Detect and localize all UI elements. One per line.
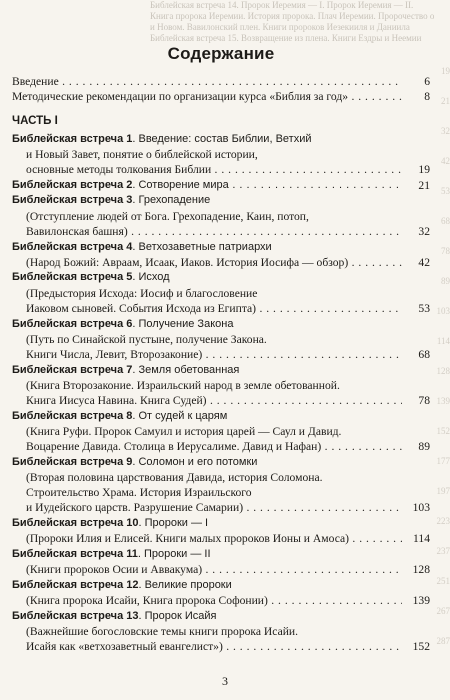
toc-entry-meeting-10[interactable] bbox=[12, 516, 430, 546]
meeting-description-line: Строительство Храма. История Израильского bbox=[26, 486, 252, 500]
entry-page: 6 bbox=[402, 74, 430, 89]
meeting-title: . Грехопадение bbox=[132, 194, 211, 207]
entry-page: 42 bbox=[402, 255, 430, 270]
meeting-label: Библейская встреча 1 bbox=[12, 132, 133, 145]
part-heading: ЧАСТЬ I bbox=[12, 115, 58, 128]
toc-entry-meeting-12[interactable] bbox=[12, 578, 430, 608]
toc-entry-meeting-13[interactable] bbox=[12, 609, 430, 655]
meeting-description-line: (Книги пророков Осии и Аввакума) . . . bbox=[12, 562, 430, 577]
toc-entry-meeting-11[interactable] bbox=[12, 547, 430, 577]
meeting-label: Библейская встреча 12 bbox=[12, 579, 139, 591]
meeting-title: . Получение Закона bbox=[132, 317, 234, 330]
meeting-heading bbox=[12, 270, 430, 285]
meeting-description-line: Книга Иисуса Навина. Книга Судей) . . . bbox=[12, 393, 430, 408]
meeting-label: Библейская встреча 9 bbox=[12, 455, 133, 468]
meeting-label: Библейская встреча 5 bbox=[12, 271, 133, 284]
meeting-description-line: (Книга Второзаконие. Израильский народ в земле обетованной. bbox=[26, 378, 340, 392]
entry-page: 103 bbox=[402, 500, 430, 515]
toc-page bbox=[12, 44, 430, 655]
toc-entry-meeting-4[interactable] bbox=[12, 240, 430, 270]
meeting-label: Библейская встреча 4 bbox=[12, 240, 133, 253]
meeting-title: . От судей к царям bbox=[132, 409, 228, 422]
meeting-heading bbox=[12, 409, 430, 424]
toc-entry-intro[interactable] bbox=[12, 74, 430, 89]
meeting-heading bbox=[12, 178, 430, 193]
meeting-label: Библейская встреча 7 bbox=[12, 363, 133, 376]
meeting-heading bbox=[12, 193, 430, 208]
meeting-title: . Пророки — I bbox=[138, 517, 209, 530]
entry-page: 152 bbox=[402, 639, 430, 654]
meeting-label: Библейская встреча 3 bbox=[12, 194, 133, 207]
meeting-description-line: (Предыстория Исхода: Иосиф и благословение bbox=[26, 286, 258, 300]
meeting-description-line: и Иудейского царств. Разрушение Самарии) . . . bbox=[12, 500, 430, 515]
meeting-heading bbox=[12, 317, 430, 332]
meeting-label: Библейская встреча 13 bbox=[12, 609, 139, 622]
meeting-heading bbox=[12, 609, 430, 624]
meeting-description-line: Исайя как «ветхозаветный евангелист») . . . bbox=[12, 639, 430, 654]
meeting-heading bbox=[12, 516, 430, 531]
meeting-description-line: (Книга Руфи. Пророк Самуил и история царей — Саул и Давид. bbox=[26, 424, 342, 438]
meeting-title: . Исход bbox=[132, 271, 170, 284]
entry-page: 32 bbox=[402, 224, 430, 239]
meeting-heading bbox=[12, 547, 430, 562]
toc-entry-meeting-5[interactable] bbox=[12, 270, 430, 316]
meeting-description-line: основные методы толкования Библии . . . bbox=[12, 162, 430, 177]
meetings-list bbox=[12, 132, 430, 655]
meeting-description-line: (Важнейшие богословские темы книги пророка Исайи. bbox=[26, 625, 299, 639]
meeting-description-line: и Новый Завет, понятие о библейской истории, bbox=[26, 147, 258, 161]
meeting-description-line: (Пророки Илия и Елисей. Книги малых пророков Ионы и Амоса) . . . bbox=[12, 531, 430, 546]
entry-page: 89 bbox=[402, 439, 430, 454]
toc-entry-meeting-9[interactable] bbox=[12, 455, 430, 516]
meeting-title: . Пророк Исайя bbox=[138, 609, 217, 622]
meeting-label: Библейская встреча 10 bbox=[12, 517, 139, 530]
entry-page: 128 bbox=[402, 562, 430, 577]
toc-entries bbox=[12, 74, 430, 655]
toc-entry-meeting-7[interactable] bbox=[12, 363, 430, 409]
toc-entry-methods[interactable] bbox=[12, 89, 430, 104]
meeting-heading bbox=[12, 578, 430, 593]
show-through-text: Библейская встреча 14. Пророк Иеремия — I. Пророк Иеремия — II. Книга пророка Иеремии. История пророка. Плач Иеремии. Пророчество о и Новом. Вавилонский плен. Книги пророков Иезекииля и Даниила Библейская встреча 15. Возвращение из плена. Книги Ездры и Неемии bbox=[150, 0, 435, 43]
entry-page: 114 bbox=[402, 531, 430, 546]
meeting-heading bbox=[12, 132, 430, 147]
meeting-heading bbox=[12, 240, 430, 255]
meeting-title: . Пророки — II bbox=[137, 548, 211, 561]
meeting-title: . Земля обетованная bbox=[132, 363, 240, 376]
toc-entry-meeting-6[interactable] bbox=[12, 317, 430, 363]
meeting-label: Библейская встреча 2 bbox=[12, 178, 133, 191]
meeting-title: . Сотворение мира bbox=[132, 178, 229, 191]
page-number: 3 bbox=[222, 674, 228, 688]
meeting-description-line: (Путь по Синайской пустыне, получение Закона. bbox=[26, 332, 267, 346]
meeting-title: . Соломон и его потомки bbox=[132, 455, 258, 468]
toc-entry-meeting-2[interactable] bbox=[12, 178, 430, 193]
entry-page: 8 bbox=[402, 89, 430, 104]
meeting-title: . Великие пророки bbox=[138, 579, 232, 591]
entry-text: Введение . . . bbox=[12, 74, 430, 89]
entry-page: 68 bbox=[402, 347, 430, 362]
meeting-heading bbox=[12, 455, 430, 470]
meeting-heading bbox=[12, 363, 430, 378]
toc-entry-meeting-8[interactable] bbox=[12, 409, 430, 455]
meeting-description-line: Вавилонская башня) . . . bbox=[12, 224, 430, 239]
show-through-margin: 19 21 32 42 53 68 78 89 103 114 128 139 152 177 197 223 237 251 267 287 bbox=[436, 66, 450, 646]
entry-page: 19 bbox=[402, 162, 430, 177]
meeting-description-line: Книги Числа, Левит, Второзаконие) . . . bbox=[12, 347, 430, 362]
entry-page: 78 bbox=[402, 393, 430, 408]
meeting-label: Библейская встреча 6 bbox=[12, 317, 133, 330]
toc-entry-meeting-1[interactable] bbox=[12, 132, 430, 178]
meeting-description-line: (Вторая половина царствования Давида, история Соломона. bbox=[26, 471, 323, 485]
entry-text: Методические рекомендации по организации курса «Библия за год» . . . bbox=[12, 89, 430, 104]
meeting-description-line: Иаковом сыновей. События Исхода из Египта) . . . bbox=[12, 301, 430, 316]
intro-section bbox=[12, 74, 430, 104]
entry-page: 139 bbox=[402, 593, 430, 608]
meeting-label: Библейская встреча 8 bbox=[12, 409, 133, 422]
entry-page: 21 bbox=[402, 178, 430, 193]
entry-page: 53 bbox=[402, 301, 430, 316]
meeting-description-line: (Книга пророка Исайи, Книга пророка Софонии) . . . bbox=[12, 593, 430, 608]
meeting-description-line: (Отступление людей от Бога. Грехопадение, Каин, потоп, bbox=[26, 209, 309, 223]
toc-title: Содержание bbox=[167, 44, 275, 63]
meeting-label: Библейская встреча 11 bbox=[12, 548, 138, 561]
meeting-description-line: (Народ Божий: Авраам, Исаак, Иаков. История Иосифа — обзор) . . . bbox=[12, 255, 430, 270]
toc-entry-meeting-3[interactable] bbox=[12, 193, 430, 239]
meeting-title: . Введение: состав Библии, Ветхий bbox=[132, 132, 312, 145]
meeting-description-line: Воцарение Давида. Столица в Иерусалиме. Давид и Нафан) . . . bbox=[12, 439, 430, 454]
meeting-title: . Ветхозаветные патриархи bbox=[132, 240, 272, 253]
